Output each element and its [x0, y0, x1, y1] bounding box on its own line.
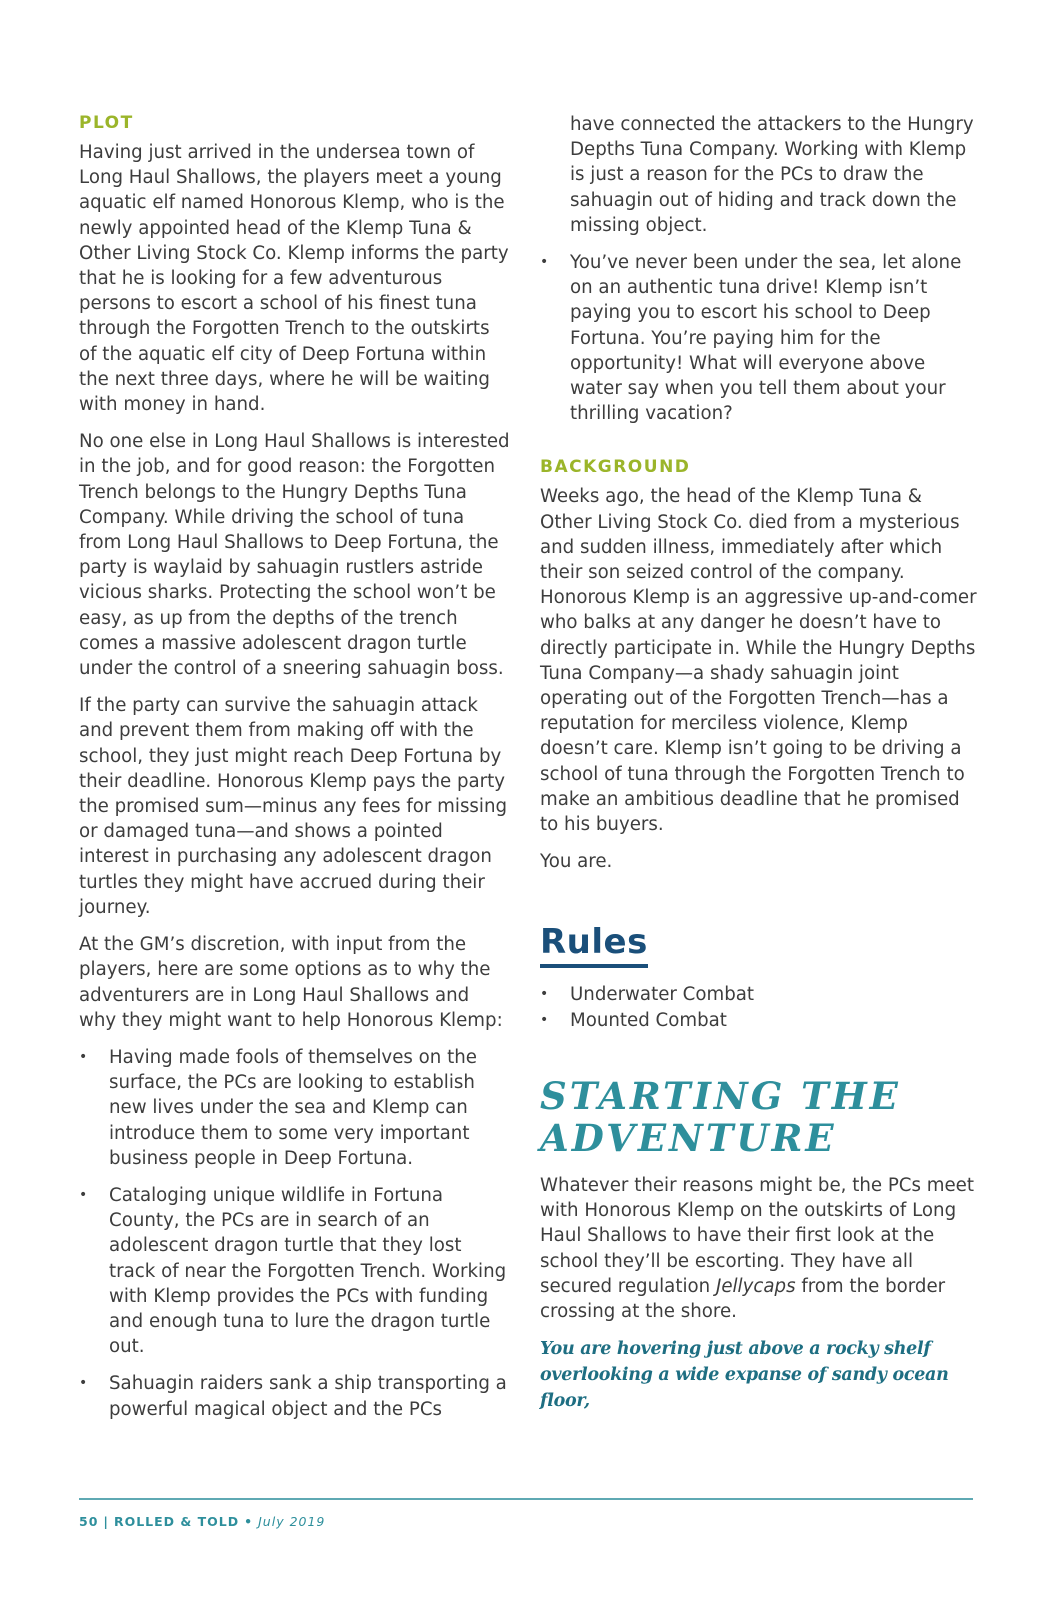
- rules-heading: Rules: [540, 922, 648, 968]
- issue-date: July 2019: [258, 1514, 326, 1529]
- rules-item: • Underwater Combat: [540, 982, 978, 1007]
- option-item: • Having made fools of themselves on the surface, the PCs are looking to establish new lives under the sea and Klemp can introduce them to some very important business people in Deep Fortuna.: [79, 1045, 511, 1171]
- footer-separator: |: [103, 1514, 109, 1529]
- magazine-title: ROLLED & TOLD: [113, 1514, 240, 1529]
- footer-divider: [79, 1498, 973, 1500]
- page-number: 50: [79, 1514, 99, 1529]
- plot-paragraph-4: At the GM’s discretion, with input from the players, here are some options as to why the adventurers are in Long Haul Shallows and why they might want to help Honorous Klemp:: [79, 934, 503, 1031]
- plot-paragraph-2: No one else in Long Haul Shallows is interested in the job, and for good reason: the Forgotten Trench belongs to the Hungry Depths Tuna Company. While driving the school of tuna from Long Haul Shallows to Deep Fortuna, the party is waylaid by sahuagin rustlers astride vicious sharks. Protecting the school won’t be easy, as up from the depths of the trench comes a massive adolescent dragon turtle under the control of a sneering sahuagin boss.: [79, 431, 510, 680]
- jellycaps-term: Jellycaps: [715, 1275, 796, 1297]
- background-heading: BACKGROUND: [540, 457, 691, 478]
- starting-paragraph: [540, 1173, 978, 1324]
- background-paragraph-1: Weeks ago, the head of the Klemp Tuna & Other Living Stock Co. died from a mysterious and sudden illness, immediately after which their son seized control of the company. Honorous Klemp is an aggressive up-and-comer who balks at any danger he doesn’t have to directly participate in. While the Hungry Depths Tuna Company—a shady sahuagin joint operating out of the Forgotten Trench—has a reputation for merciless violence, Klemp doesn’t care. Klemp isn’t going to be driving a school of tuna through the Forgotten Trench to make an ambitious deadline that he promised to his buyers.: [540, 486, 977, 836]
- options-list-continued: [540, 250, 978, 426]
- plot-paragraph-1: Having just arrived in the undersea town of Long Haul Shallows, the players meet a young aquatic elf named Honorous Klemp, who is the newly appointed head of the Klemp Tuna & Other Living Stock Co. Klemp informs the party that he is looking for a few adventurous persons to escort a school of his finest tuna through the Forgotten Trench to the outskirts of the aquatic elf city of Deep Fortuna within the next three days, where he will be waiting with money in hand.: [79, 142, 509, 416]
- option-item: • Sahuagin raiders sank a ship transporting a powerful magical object and the PCs: [79, 1371, 511, 1421]
- rules-item: • Mounted Combat: [540, 1008, 978, 1033]
- footer-dot: •: [244, 1514, 254, 1529]
- background-paragraph-2: You are.: [540, 851, 613, 873]
- option-item: • Cataloging unique wildlife in Fortuna County, the PCs are in search of an adolescent dragon turtle that they lost track of near the Forgotten Trench. Working with Klemp provides the PCs with funding and enough tuna to lure the dragon turtle out.: [79, 1183, 511, 1359]
- read-aloud-text: You are hovering just above a rocky shelf overlooking a wide expanse of sandy ocean floor,: [540, 1339, 949, 1412]
- rules-list: [540, 982, 978, 1032]
- plot-heading: PLOT: [79, 113, 134, 133]
- options-list: [79, 1045, 511, 1422]
- page-footer: [79, 1514, 325, 1529]
- starting-heading: STARTING THE ADVENTURE: [540, 1073, 901, 1160]
- plot-paragraph-3: If the party can survive the sahuagin attack and prevent them from making off with the school, they just might reach Deep Fortuna by their deadline. Honorous Klemp pays the party the promised sum—minus any fees for missing or damaged tuna—and shows a pointed interest in purchasing any adolescent dragon turtles they might have accrued during their journey.: [79, 695, 508, 918]
- option-continuation: have connected the attackers to the Hungry Depths Tuna Company. Working with Klemp is just a reason for the PCs to draw the sahuagin out of hiding and track down the missing object.: [570, 114, 974, 236]
- starting-text-before: Whatever their reasons might be, the PCs meet with Honorous Klemp on the outskirts of Long Haul Shallows to have their first look at the school they’ll be escorting. They have all secured regulation: [540, 1174, 974, 1297]
- starting-text-after: from the border crossing at the shore.: [540, 1275, 946, 1322]
- option-item: • You’ve never been under the sea, let alone on an authentic tuna drive! Klemp isn’t paying you to escort his school to Deep Fortuna. You’re paying him for the opportunity! What will everyone above water say when you tell them about your thrilling vacation?: [540, 250, 978, 426]
- left-column: [79, 112, 511, 1434]
- right-column: [540, 112, 978, 1414]
